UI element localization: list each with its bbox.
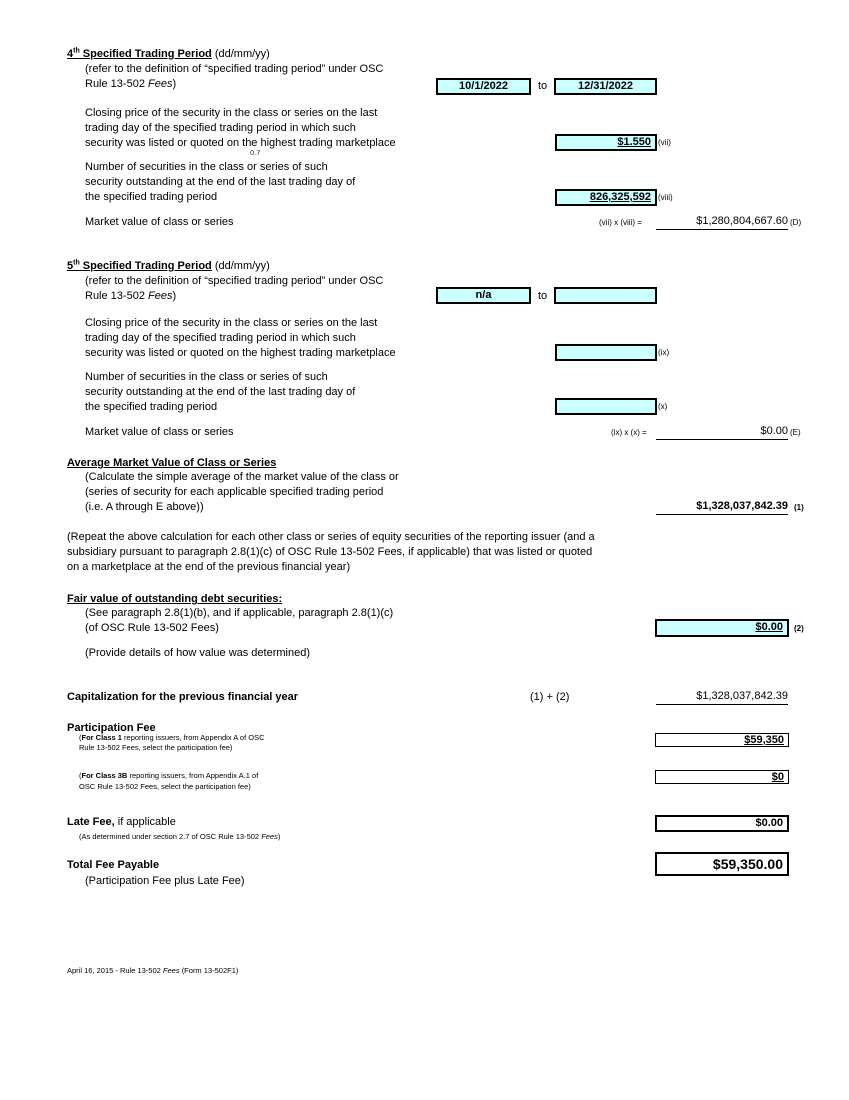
average-heading: Average Market Value of Class or Series	[67, 457, 277, 469]
period4-securities-count-field[interactable]: 826,325,592	[555, 189, 657, 206]
period4-to-label: to	[538, 80, 548, 92]
average-value: $1,328,037,842.39	[656, 500, 788, 515]
participation-class1-line2: Rule 13-502 Fees, select the participation fee)	[79, 743, 233, 752]
debt-marker: (2)	[794, 624, 804, 633]
period4-closing-price-field[interactable]: $1.550	[555, 134, 657, 151]
period5-market-label: Market value of class or series	[85, 426, 234, 438]
period5-market-marker: (E)	[790, 428, 801, 437]
debt-value-field[interactable]: $0.00	[655, 619, 789, 637]
period4-heading: 4th Specified Trading Period (dd/mm/yy)	[67, 47, 270, 60]
period4-market-marker: (D)	[790, 218, 802, 227]
total-fee-field[interactable]: $59,350.00	[655, 852, 789, 876]
period5-closing-line3: security was listed or quoted on the highest trading marketplace	[85, 347, 396, 359]
period4-closing-stray-text: 0.7	[250, 148, 261, 157]
period4-number-line1: Number of securities in the class or series of such	[85, 161, 328, 173]
period4-number-marker: (viii)	[658, 193, 673, 202]
period4-closing-line1: Closing price of the security in the class or series on the last	[85, 107, 378, 119]
period4-from-date-field[interactable]: 10/1/2022	[436, 78, 531, 95]
period4-closing-marker: (vii)	[658, 138, 671, 147]
repeat-note-line3: on a marketplace at the end of the previous financial year)	[67, 561, 351, 573]
debt-details: (Provide details of how value was determined)	[85, 647, 311, 659]
average-line1: (Calculate the simple average of the market value of the class or	[85, 471, 399, 483]
period5-market-value: $0.00	[656, 425, 788, 440]
debt-line1: (See paragraph 2.8(1)(b), and if applicable, paragraph 2.8(1)(c)	[85, 607, 394, 619]
period4-market-formula: (vii) x (viii) =	[599, 218, 642, 227]
period5-heading: 5th Specified Trading Period (dd/mm/yy)	[67, 259, 270, 272]
repeat-note-line2: subsidiary pursuant to paragraph 2.8(1)(c) of OSC Rule 13-502 Fees, if applicable) that was listed or quoted	[67, 546, 593, 558]
period5-to-label: to	[538, 290, 548, 302]
period4-reference-line1: (refer to the definition of “specified trading period” under OSC	[85, 63, 384, 75]
period5-securities-count-field[interactable]	[555, 398, 657, 415]
capitalization-label: Capitalization for the previous financial year	[67, 691, 299, 703]
period5-number-line1: Number of securities in the class or series of such	[85, 371, 328, 383]
repeat-note-line1: (Repeat the above calculation for each other class or series of equity securities of the reporting issuer (and a	[67, 531, 595, 543]
period5-closing-line2: trading day of the specified trading period in which such	[85, 332, 356, 344]
participation-heading: Participation Fee	[67, 722, 156, 734]
period5-reference-line1: (refer to the definition of “specified trading period” under OSC	[85, 275, 384, 287]
late-fee-field[interactable]: $0.00	[655, 815, 789, 832]
period5-number-line2: security outstanding at the end of the last trading day of	[85, 386, 356, 398]
period5-closing-line1: Closing price of the security in the class or series on the last	[85, 317, 378, 329]
participation-class3b-fee-field[interactable]: $0	[655, 770, 789, 784]
average-marker: (1)	[794, 503, 804, 512]
page-footer: April 16, 2015 - Rule 13-502 Fees (Form 13-502F1)	[67, 966, 239, 975]
debt-heading: Fair value of outstanding debt securities:	[67, 593, 283, 605]
participation-class1-line1: (For Class 1 reporting issuers, from Appendix A of OSC	[79, 733, 265, 742]
total-heading: Total Fee Payable	[67, 859, 160, 871]
period4-to-date-field[interactable]: 12/31/2022	[554, 78, 657, 95]
participation-class3b-line2: OSC Rule 13-502 Fees, select the participation fee)	[79, 782, 251, 791]
late-fee-heading: Late Fee, if applicable	[67, 816, 176, 828]
period5-number-line3: the specified trading period	[85, 401, 218, 413]
period4-reference-line2: Rule 13-502 Fees)	[85, 78, 177, 90]
period5-number-marker: (x)	[658, 402, 668, 411]
period5-closing-marker: (ix)	[658, 348, 670, 357]
period4-closing-line3: security was listed or quoted on the highest trading marketplace	[85, 137, 396, 149]
period5-from-date-field[interactable]: n/a	[436, 287, 531, 304]
period5-to-date-field[interactable]	[554, 287, 657, 304]
total-note: (Participation Fee plus Late Fee)	[85, 875, 245, 887]
late-fee-note: (As determined under section 2.7 of OSC Rule 13-502 Fees)	[79, 832, 281, 841]
period5-reference-line2: Rule 13-502 Fees)	[85, 290, 177, 302]
period4-number-line3: the specified trading period	[85, 191, 218, 203]
capitalization-formula: (1) + (2)	[530, 691, 570, 703]
average-line2: (series of security for each applicable specified trading period	[85, 486, 384, 498]
period4-market-label: Market value of class or series	[85, 216, 234, 228]
debt-line2: (of OSC Rule 13-502 Fees)	[85, 622, 219, 634]
period5-market-formula: (ix) x (x) =	[611, 428, 647, 437]
capitalization-value: $1,328,037,842.39	[656, 690, 788, 705]
period4-closing-line2: trading day of the specified trading period in which such	[85, 122, 356, 134]
period5-closing-price-field[interactable]	[555, 344, 657, 361]
average-line3: (i.e. A through E above))	[85, 501, 204, 513]
participation-class3b-line1: (For Class 3B reporting issuers, from Appendix A.1 of	[79, 771, 259, 780]
participation-class1-fee-field[interactable]: $59,350	[655, 733, 789, 747]
period4-market-value: $1,280,804,667.60	[656, 215, 788, 230]
period4-number-line2: security outstanding at the end of the last trading day of	[85, 176, 356, 188]
